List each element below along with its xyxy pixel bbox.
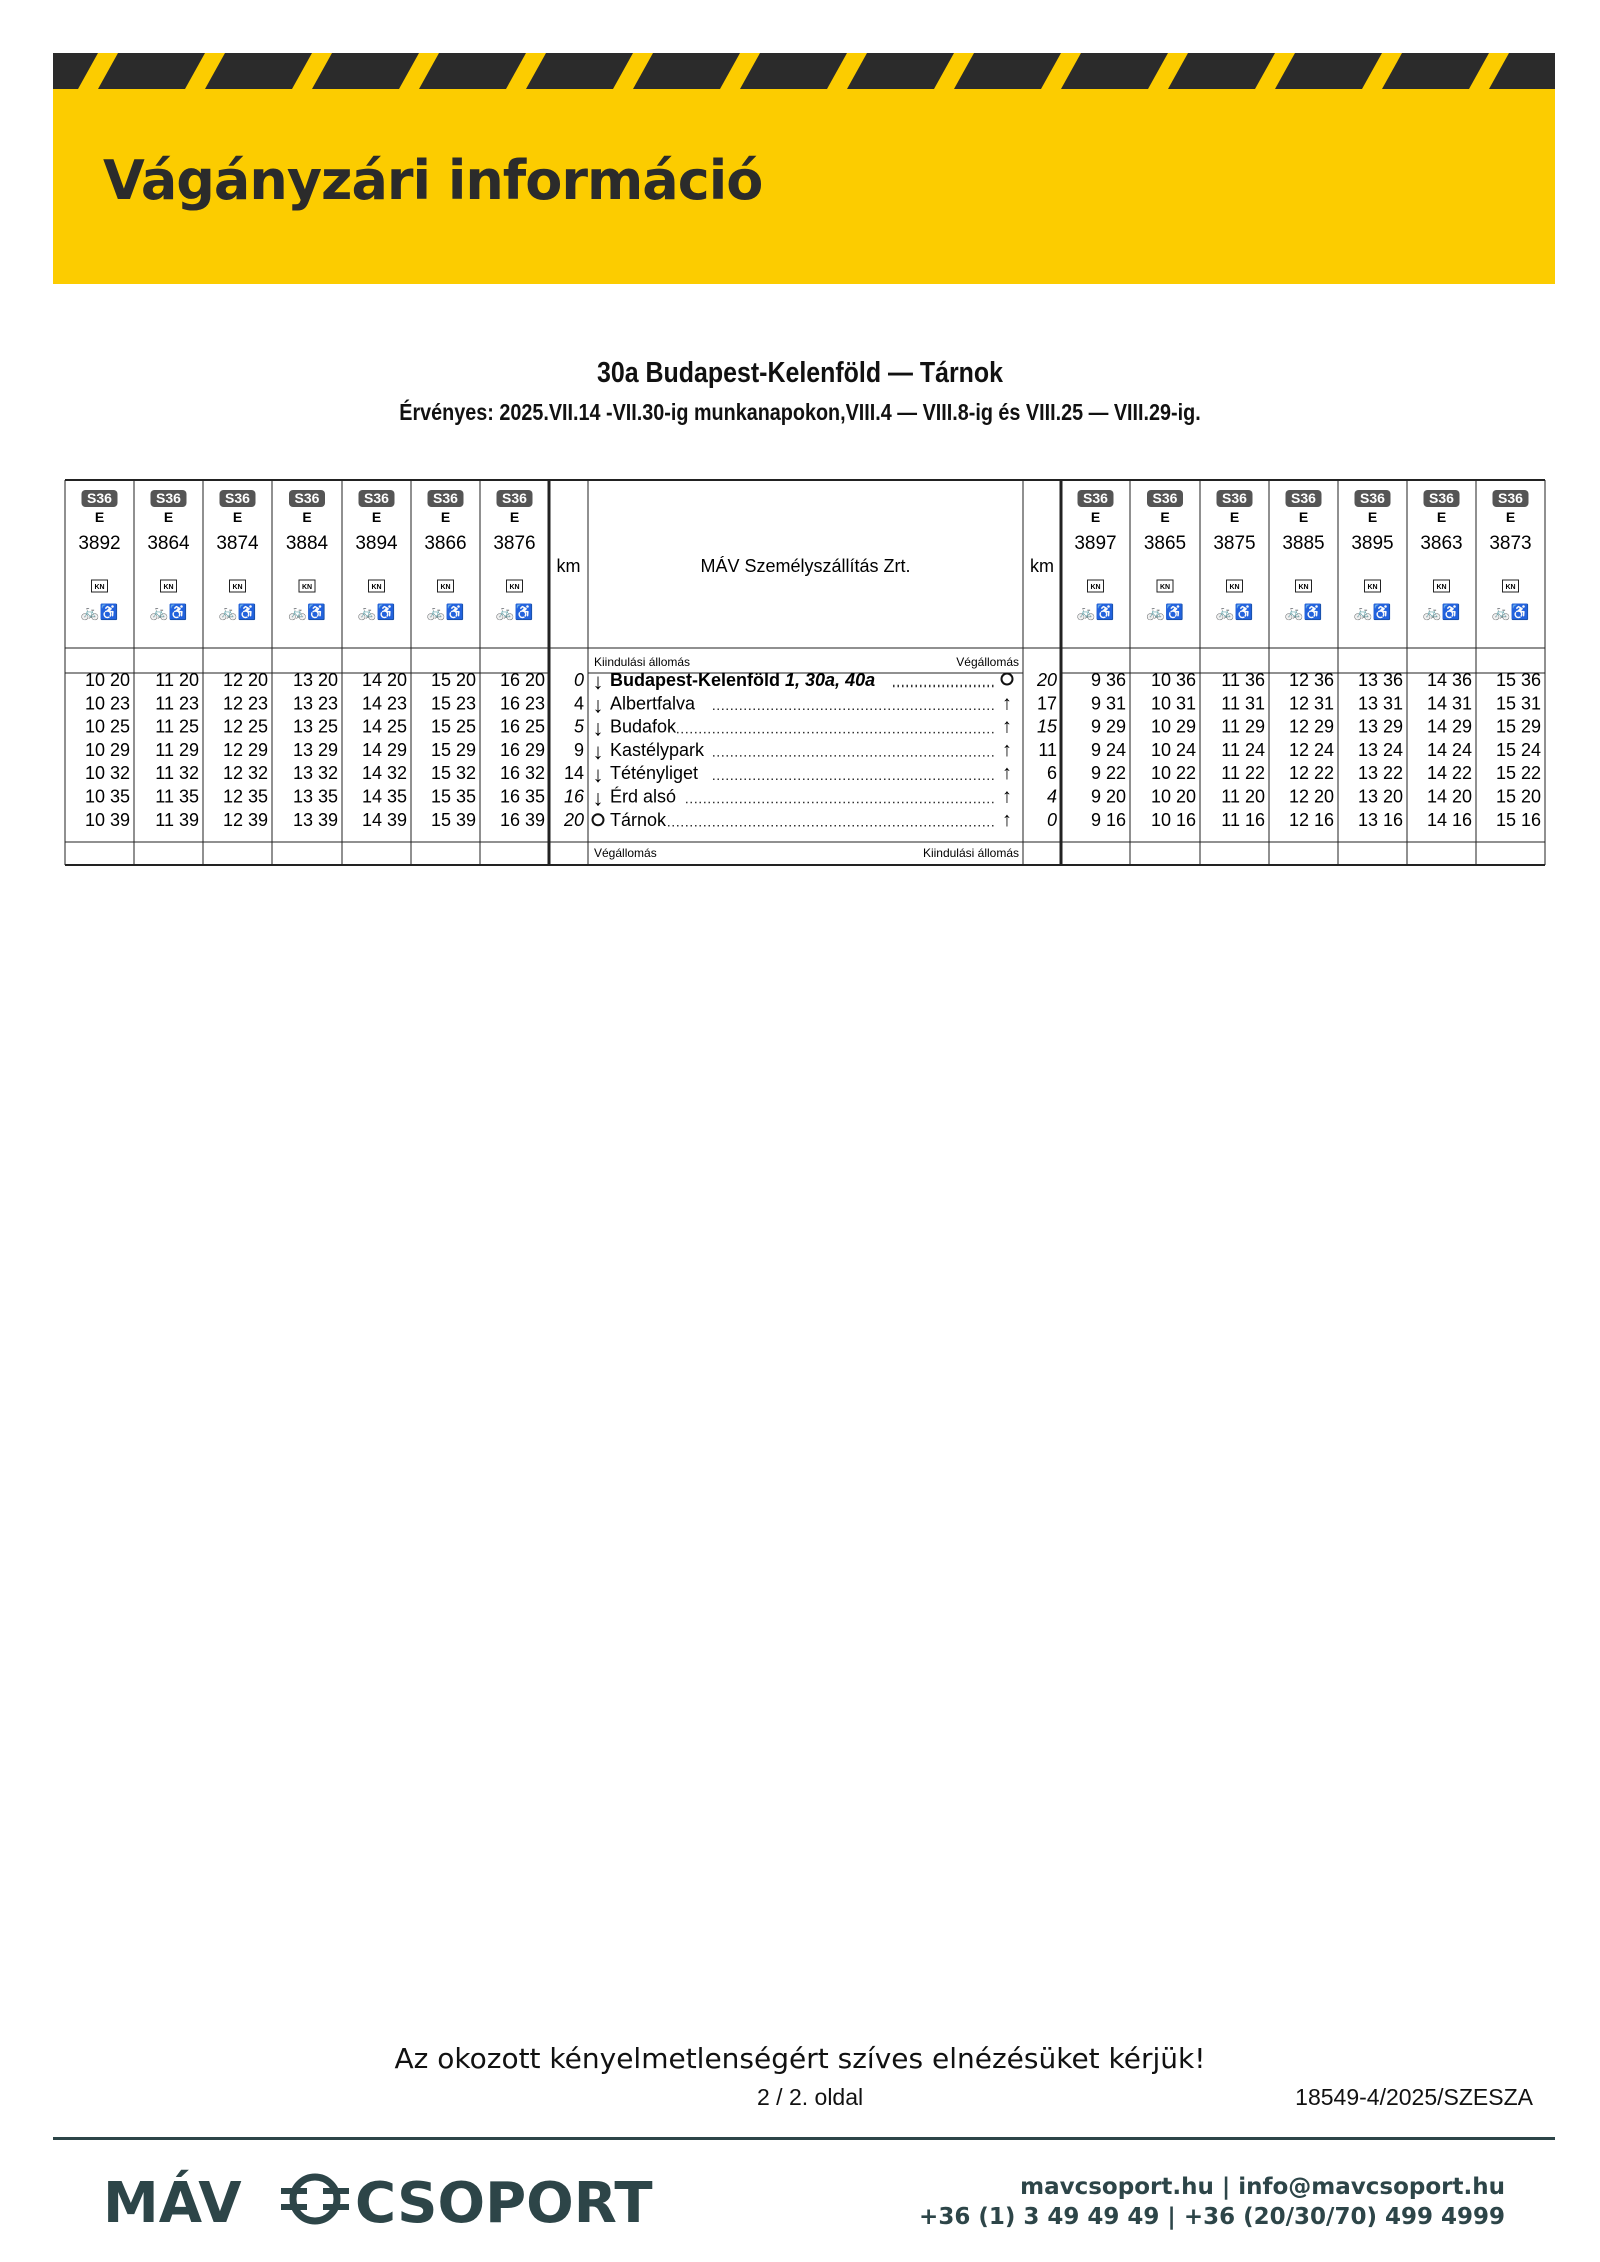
departure-time: 14 31 (1426, 693, 1472, 714)
service-code: KN (509, 584, 520, 591)
train-header (1282, 490, 1324, 621)
departure-time: 14 20 (361, 670, 407, 690)
contact-phones[interactable]: +36 (1) 3 49 49 49 | +36 (20/30/70) 499 4999 (919, 2204, 1505, 2230)
station-name: Tárnok (610, 809, 667, 830)
bicycle-wheelchair-icon: 🚲♿ (1491, 604, 1530, 621)
station-name: Albertfalva (610, 693, 696, 714)
bicycle-wheelchair-icon: 🚲♿ (80, 604, 119, 621)
train-header (1144, 490, 1186, 621)
departure-time: 13 20 (292, 670, 338, 690)
operator-name: MÁV Személyszállítás Zrt. (700, 556, 911, 576)
train-number: 3864 (147, 533, 190, 554)
departure-time: 11 32 (155, 763, 199, 784)
km-left: 5 (573, 716, 584, 737)
service-code: KN (232, 584, 243, 591)
departure-time: 16 23 (499, 693, 545, 714)
departure-time: 12 24 (1288, 739, 1334, 760)
document-reference: 18549-4/2025/SZESZA (1295, 2084, 1533, 2110)
departure-time: 14 16 (1426, 809, 1472, 830)
departure-time: 10 23 (84, 693, 130, 714)
departure-time: 14 24 (1426, 739, 1472, 760)
line-badge-text: S36 (1291, 490, 1316, 506)
line-badge-text: S36 (1429, 490, 1454, 506)
departure-time: 11 24 (1221, 739, 1265, 760)
train-header (1213, 490, 1255, 621)
departure-time: 12 29 (222, 739, 268, 760)
km-header-right: km (1030, 556, 1054, 576)
up-arrow-icon: ↑ (1002, 785, 1012, 808)
departure-time: 16 20 (499, 670, 545, 690)
km-right: 20 (1036, 670, 1057, 690)
departure-time: 13 24 (1357, 739, 1403, 760)
departure-time: 10 20 (1150, 786, 1196, 807)
departure-time: 11 20 (155, 670, 199, 690)
from-label-top: Kiindulási állomás (594, 655, 691, 669)
train-header (355, 490, 398, 621)
train-number: 3892 (78, 533, 121, 554)
station-name: Érd alsó (610, 786, 677, 807)
train-header (147, 490, 190, 621)
train-header (1489, 490, 1531, 621)
footer-divider (53, 2137, 1555, 2140)
departure-time: 10 31 (1150, 693, 1196, 714)
departure-time: 14 23 (361, 693, 407, 714)
departure-time: 11 39 (155, 809, 199, 830)
validity-text: Érvényes: 2025.VII.14 -VII.30-ig munkanapokon,VIII.4 — VIII.8-ig és VIII.25 — VIII.29-ig. (399, 399, 1201, 425)
route-title: 30a Budapest-Kelenföld — Tárnok (596, 357, 1004, 389)
departure-time: 12 25 (222, 716, 268, 737)
bicycle-wheelchair-icon: 🚲♿ (149, 604, 188, 621)
departure-time: 11 20 (1221, 786, 1265, 807)
line-badge-text: S36 (364, 490, 389, 506)
contact-web-email[interactable]: mavcsoport.hu | info@mavcsoport.hu (1020, 2174, 1505, 2200)
departure-time: 11 23 (155, 693, 199, 714)
departure-time: 15 20 (1495, 786, 1541, 807)
to-label-top: Végállomás (956, 655, 1019, 669)
departure-time: 9 22 (1090, 763, 1126, 784)
bicycle-wheelchair-icon: 🚲♿ (1076, 604, 1115, 621)
departure-time: 9 31 (1090, 693, 1126, 714)
train-class: E (302, 509, 312, 525)
km-left: 0 (573, 670, 584, 690)
down-arrow-icon: ↓ (592, 762, 604, 788)
bicycle-wheelchair-icon: 🚲♿ (1215, 604, 1254, 621)
timetable (0, 0, 1600, 900)
bicycle-wheelchair-icon: 🚲♿ (426, 604, 465, 621)
departure-time: 10 22 (1150, 763, 1196, 784)
service-code: KN (440, 584, 451, 591)
departure-time: 12 32 (222, 763, 268, 784)
km-left: 4 (573, 693, 584, 714)
bicycle-wheelchair-icon: 🚲♿ (1284, 604, 1323, 621)
departure-time: 14 29 (1426, 716, 1472, 737)
departure-time: 10 20 (84, 670, 130, 690)
bicycle-wheelchair-icon: 🚲♿ (1146, 604, 1184, 621)
train-number: 3897 (1074, 533, 1117, 554)
down-arrow-icon: ↓ (592, 669, 604, 694)
train-class: E (440, 509, 451, 525)
departure-time: 10 36 (1150, 670, 1196, 690)
departure-time: 10 32 (84, 763, 130, 784)
departure-time: 16 25 (499, 716, 545, 737)
station-name: Budafok (610, 716, 677, 737)
departure-time: 10 16 (1150, 809, 1196, 830)
departure-time: 13 35 (292, 786, 338, 807)
departure-time: 11 29 (155, 739, 199, 760)
down-arrow-icon: ↓ (592, 715, 604, 741)
terminus-icon (593, 814, 604, 825)
station-name: Kastélypark (610, 739, 705, 760)
train-number: 3885 (1282, 533, 1325, 554)
bicycle-wheelchair-icon: 🚲♿ (218, 604, 257, 621)
service-code: KN (1090, 584, 1101, 591)
departure-time: 15 31 (1495, 693, 1541, 714)
service-code: KN (94, 584, 105, 591)
departure-time: 13 16 (1357, 809, 1403, 830)
departure-time: 10 29 (1150, 716, 1196, 737)
departure-time: 15 29 (430, 739, 476, 760)
departure-time: 10 24 (1150, 739, 1196, 760)
line-badge-text: S36 (225, 490, 250, 506)
departure-time: 16 35 (499, 786, 545, 807)
departure-time: 13 23 (292, 693, 338, 714)
train-number: 3876 (493, 533, 536, 554)
departure-time: 14 25 (361, 716, 407, 737)
service-code: KN (1298, 584, 1309, 591)
train-header (78, 490, 120, 621)
departure-time: 12 20 (222, 670, 268, 690)
departure-time: 15 22 (1495, 763, 1541, 784)
km-left: 16 (563, 786, 584, 807)
line-badge-text: S36 (1083, 490, 1108, 506)
departure-time: 10 35 (84, 786, 130, 807)
train-header (1420, 490, 1462, 621)
train-class: E (1367, 509, 1378, 525)
train-number: 3884 (285, 533, 329, 554)
train-class: E (371, 509, 382, 525)
departure-time: 11 31 (1221, 693, 1265, 714)
departure-time: 15 24 (1495, 739, 1541, 760)
from-label-bottom: Kiindulási állomás (922, 846, 1019, 860)
departure-time: 13 36 (1357, 670, 1403, 690)
train-header (216, 490, 259, 621)
train-class: E (1160, 509, 1170, 525)
train-number: 3875 (1213, 533, 1256, 554)
train-number: 3865 (1143, 533, 1187, 554)
departure-time: 13 29 (1357, 716, 1403, 737)
departure-time: 9 36 (1090, 670, 1126, 690)
departure-time: 12 29 (1288, 716, 1334, 737)
departure-time: 15 16 (1495, 809, 1541, 830)
km-left: 9 (573, 739, 584, 760)
departure-time: 14 20 (1426, 786, 1472, 807)
departure-time: 13 22 (1357, 763, 1403, 784)
line-badge-text: S36 (156, 490, 181, 506)
km-right: 11 (1038, 739, 1057, 760)
service-code: KN (301, 584, 313, 591)
train-class: E (1090, 509, 1101, 525)
bicycle-wheelchair-icon: 🚲♿ (288, 604, 326, 621)
train-class: E (94, 509, 105, 525)
train-number: 3895 (1351, 533, 1394, 554)
departure-time: 15 20 (430, 670, 476, 690)
train-class: E (232, 509, 243, 525)
km-header-left: km (556, 556, 581, 576)
up-arrow-icon: ↑ (1002, 692, 1012, 715)
bicycle-wheelchair-icon: 🚲♿ (1353, 604, 1392, 621)
departure-time: 13 20 (1357, 786, 1403, 807)
departure-time: 12 16 (1288, 809, 1334, 830)
km-left: 14 (563, 763, 584, 784)
service-code: KN (1436, 584, 1447, 591)
departure-time: 11 16 (1221, 809, 1265, 830)
down-arrow-icon: ↓ (592, 738, 604, 764)
line-badge-text: S36 (1498, 490, 1523, 506)
service-code: KN (1505, 584, 1516, 591)
departure-time: 15 23 (430, 693, 476, 714)
departure-time: 16 32 (499, 763, 545, 784)
departure-time: 15 39 (430, 809, 476, 830)
bicycle-wheelchair-icon: 🚲♿ (495, 604, 534, 621)
line-badge-text: S36 (433, 490, 458, 506)
train-header (286, 490, 329, 621)
line-badge-text: S36 (294, 490, 320, 506)
line-badge-text: S36 (1152, 490, 1178, 506)
train-class: E (509, 509, 520, 525)
line-badge-text: S36 (502, 490, 527, 506)
service-code: KN (1367, 584, 1378, 591)
departure-time: 14 36 (1426, 670, 1472, 690)
departure-time: 13 32 (292, 763, 338, 784)
contact-info (919, 2172, 1505, 2232)
logo-text-csoport: CSOPORT (355, 2171, 653, 2234)
station-name: Tétényliget (610, 763, 699, 784)
train-header (493, 490, 535, 621)
down-arrow-icon: ↓ (592, 785, 604, 811)
departure-time: 15 36 (1495, 670, 1541, 690)
departure-time: 13 39 (292, 809, 338, 830)
departure-time: 13 29 (292, 739, 338, 760)
departure-time: 14 22 (1426, 763, 1472, 784)
line-badge-text: S36 (87, 490, 112, 506)
line-badge-text: S36 (1222, 490, 1247, 506)
departure-time: 12 31 (1288, 693, 1334, 714)
departure-time: 11 29 (1221, 716, 1265, 737)
departure-time: 12 23 (222, 693, 268, 714)
train-header (1074, 490, 1116, 621)
km-right: 17 (1036, 693, 1057, 714)
train-number: 3894 (355, 533, 398, 554)
departure-time: 13 25 (292, 716, 338, 737)
train-number: 3874 (216, 533, 259, 554)
departure-time: 12 35 (222, 786, 268, 807)
departure-time: 15 29 (1495, 716, 1541, 737)
train-class: E (163, 509, 174, 525)
station-name: Budapest-Kelenföld 1, 30a, 40a (610, 670, 876, 690)
logo-text-mav: MÁV (103, 2171, 242, 2234)
to-label-bottom: Végállomás (594, 846, 657, 860)
up-arrow-icon: ↑ (1002, 715, 1012, 738)
train-class: E (1298, 509, 1309, 525)
km-right: 15 (1036, 716, 1057, 737)
service-code: KN (163, 584, 174, 591)
departure-time: 12 22 (1288, 763, 1334, 784)
departure-time: 13 31 (1357, 693, 1403, 714)
km-left: 20 (563, 809, 584, 830)
train-number: 3863 (1420, 533, 1463, 554)
train-header (1351, 490, 1393, 621)
apology-text: Az okozott kényelmetlenségért szíves elnézésüket kérjük! (394, 2042, 1206, 2075)
train-header (424, 490, 466, 621)
origin-icon (1002, 674, 1013, 685)
page-number: 2 / 2. oldal (757, 2084, 864, 2110)
rail-emblem-icon (281, 2177, 349, 2221)
up-arrow-icon: ↑ (1002, 808, 1012, 831)
departure-time: 15 32 (430, 763, 476, 784)
departure-time: 10 25 (84, 716, 130, 737)
departure-time: 15 25 (430, 716, 476, 737)
train-number: 3866 (424, 533, 467, 554)
down-arrow-icon: ↓ (592, 692, 604, 718)
departure-time: 16 29 (499, 739, 545, 760)
service-code: KN (1159, 584, 1171, 591)
bicycle-wheelchair-icon: 🚲♿ (1422, 604, 1461, 621)
line-badge-text: S36 (1360, 490, 1385, 506)
departure-time: 12 39 (222, 809, 268, 830)
service-code: KN (371, 584, 382, 591)
departure-time: 11 25 (155, 716, 199, 737)
km-right: 0 (1046, 809, 1057, 830)
km-right: 6 (1046, 763, 1057, 784)
departure-time: 9 20 (1090, 786, 1126, 807)
departure-time: 11 22 (1221, 763, 1265, 784)
train-class: E (1436, 509, 1447, 525)
train-class: E (1505, 509, 1516, 525)
departure-time: 14 32 (361, 763, 407, 784)
up-arrow-icon: ↑ (1002, 738, 1012, 761)
up-arrow-icon: ↑ (1002, 762, 1012, 785)
departure-time: 14 39 (361, 809, 407, 830)
departure-time: 9 29 (1090, 716, 1126, 737)
train-number: 3873 (1489, 533, 1532, 554)
page-title: Vágányzári információ (103, 149, 763, 212)
departure-time: 10 39 (84, 809, 130, 830)
departure-time: 9 16 (1090, 809, 1126, 830)
departure-time: 15 35 (430, 786, 476, 807)
train-class: E (1229, 509, 1240, 525)
departure-time: 10 29 (84, 739, 130, 760)
departure-time: 12 20 (1288, 786, 1334, 807)
mav-csoport-logo (103, 2164, 683, 2234)
departure-time: 9 24 (1090, 739, 1126, 760)
departure-time: 11 35 (155, 786, 199, 807)
departure-time: 14 29 (361, 739, 407, 760)
bicycle-wheelchair-icon: 🚲♿ (357, 604, 396, 621)
service-code: KN (1229, 584, 1240, 591)
departure-time: 14 35 (361, 786, 407, 807)
km-right: 4 (1046, 786, 1057, 807)
departure-time: 11 36 (1221, 670, 1265, 690)
departure-time: 16 39 (499, 809, 545, 830)
departure-time: 12 36 (1288, 670, 1334, 690)
